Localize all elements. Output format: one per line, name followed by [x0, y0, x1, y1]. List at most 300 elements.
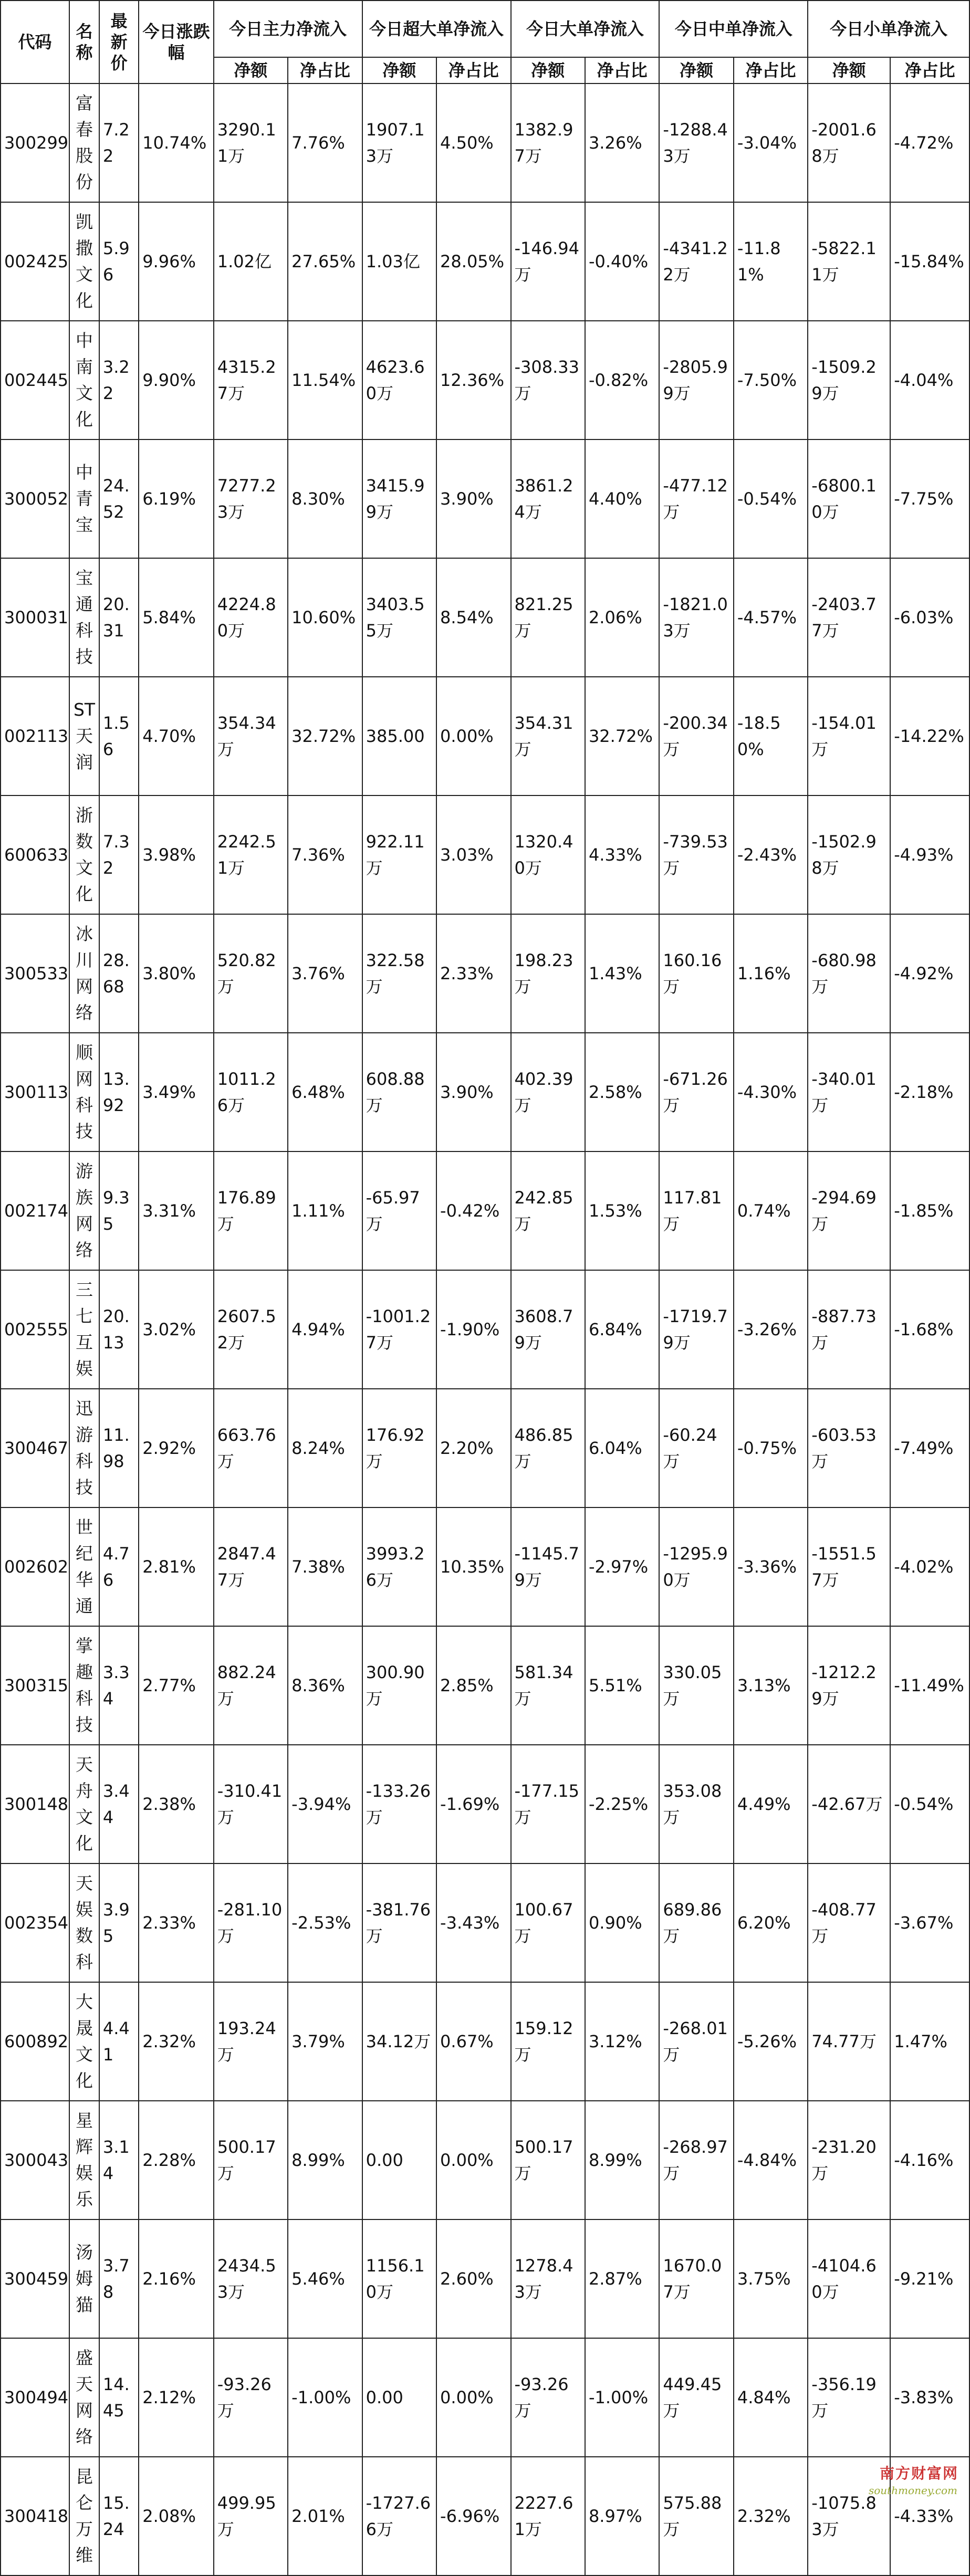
- cell-xlarge-ratio: -3.43%: [436, 1863, 510, 1982]
- cell-small-ratio: -0.54%: [890, 1745, 969, 1863]
- cell-name: 中南文化: [69, 321, 99, 439]
- cell-xlarge-ratio: 4.50%: [436, 83, 510, 202]
- cell-small-amount: -1075.83万: [808, 2457, 890, 2575]
- cell-xlarge-ratio: -6.96%: [436, 2457, 510, 2575]
- cell-large-amount: -146.94万: [511, 202, 585, 321]
- cell-xlarge-ratio: 8.54%: [436, 558, 510, 677]
- cell-large-amount: 2227.61万: [511, 2457, 585, 2575]
- cell-large-ratio: 1.53%: [585, 1151, 659, 1270]
- cell-medium-ratio: -4.57%: [734, 558, 808, 677]
- cell-price: 14.45: [99, 2338, 139, 2457]
- table-row: [1, 677, 969, 795]
- cell-name: ST天润: [69, 677, 99, 795]
- cell-main-ratio: 8.24%: [288, 1389, 362, 1507]
- cell-name: 中青宝: [69, 439, 99, 558]
- cell-large-ratio: -0.40%: [585, 202, 659, 321]
- cell-small-ratio: -9.21%: [890, 2219, 969, 2338]
- cell-xlarge-amount: 0.00: [362, 2338, 436, 2457]
- cell-medium-amount: 117.81万: [659, 1151, 733, 1270]
- cell-price: 20.13: [99, 1270, 139, 1389]
- cell-xlarge-amount: 1907.13万: [362, 83, 436, 202]
- cell-code: 002602: [1, 1507, 69, 1626]
- cell-main-ratio: 8.30%: [288, 439, 362, 558]
- table-row: [1, 1389, 969, 1507]
- cell-medium-ratio: -0.75%: [734, 1389, 808, 1507]
- cell-change: 2.28%: [139, 2101, 213, 2219]
- cell-name: 天娱数科: [69, 1863, 99, 1982]
- cell-change: 3.80%: [139, 914, 213, 1033]
- table-row: [1, 1507, 969, 1626]
- subheader-main-amount: 净额: [214, 57, 288, 83]
- cell-change: 3.49%: [139, 1033, 213, 1151]
- cell-small-amount: -154.01万: [808, 677, 890, 795]
- cell-small-ratio: -6.03%: [890, 558, 969, 677]
- cell-medium-amount: -268.01万: [659, 1982, 733, 2101]
- watermark-url: southmoney.com: [868, 2484, 957, 2497]
- cell-large-ratio: 2.58%: [585, 1033, 659, 1151]
- table-row: [1, 202, 969, 321]
- cell-code: 002425: [1, 202, 69, 321]
- header-code: 代码: [1, 1, 69, 83]
- cell-medium-amount: 330.05万: [659, 1626, 733, 1745]
- cell-large-ratio: 8.99%: [585, 2101, 659, 2219]
- cell-large-ratio: 3.12%: [585, 1982, 659, 2101]
- cell-large-amount: 198.23万: [511, 914, 585, 1033]
- cell-medium-amount: 449.45万: [659, 2338, 733, 2457]
- cell-xlarge-amount: -1001.27万: [362, 1270, 436, 1389]
- cell-name: 三七互娱: [69, 1270, 99, 1389]
- cell-medium-amount: -60.24万: [659, 1389, 733, 1507]
- cell-large-amount: -93.26万: [511, 2338, 585, 2457]
- cell-main-amount: 4315.27万: [214, 321, 288, 439]
- cell-medium-ratio: -2.43%: [734, 795, 808, 914]
- cell-name: 游族网络: [69, 1151, 99, 1270]
- cell-xlarge-amount: -133.26万: [362, 1745, 436, 1863]
- cell-small-amount: -680.98万: [808, 914, 890, 1033]
- table-row: [1, 2219, 969, 2338]
- cell-main-amount: 2434.53万: [214, 2219, 288, 2338]
- cell-change: 9.90%: [139, 321, 213, 439]
- cell-code: 300043: [1, 2101, 69, 2219]
- cell-xlarge-ratio: 2.20%: [436, 1389, 510, 1507]
- watermark: [833, 2465, 965, 2502]
- cell-large-amount: 100.67万: [511, 1863, 585, 1982]
- cell-price: 3.78: [99, 2219, 139, 2338]
- table-row: [1, 558, 969, 677]
- cell-medium-amount: 575.88万: [659, 2457, 733, 2575]
- cell-main-amount: 4224.80万: [214, 558, 288, 677]
- cell-change: 2.32%: [139, 1982, 213, 2101]
- cell-small-amount: -1551.57万: [808, 1507, 890, 1626]
- cell-large-amount: 500.17万: [511, 2101, 585, 2219]
- cell-code: 600892: [1, 1982, 69, 2101]
- cell-small-amount: -2403.77万: [808, 558, 890, 677]
- subheader-xlarge-amount: 净额: [362, 57, 436, 83]
- cell-price: 11.98: [99, 1389, 139, 1507]
- header-name: 名称: [69, 1, 99, 83]
- cell-name: 星辉娱乐: [69, 2101, 99, 2219]
- table-row: [1, 1982, 969, 2101]
- subheader-small-ratio: 净占比: [890, 57, 969, 83]
- cell-small-ratio: -7.75%: [890, 439, 969, 558]
- cell-medium-amount: 689.86万: [659, 1863, 733, 1982]
- cell-small-amount: -6800.10万: [808, 439, 890, 558]
- cell-xlarge-amount: 1156.10万: [362, 2219, 436, 2338]
- cell-change: 2.16%: [139, 2219, 213, 2338]
- cell-xlarge-ratio: 2.85%: [436, 1626, 510, 1745]
- cell-medium-ratio: 6.20%: [734, 1863, 808, 1982]
- table-row: [1, 2101, 969, 2219]
- cell-small-ratio: -7.49%: [890, 1389, 969, 1507]
- cell-large-amount: 1382.97万: [511, 83, 585, 202]
- cell-xlarge-ratio: 28.05%: [436, 202, 510, 321]
- cell-xlarge-amount: 3415.99万: [362, 439, 436, 558]
- subheader-small-amount: 净额: [808, 57, 890, 83]
- cell-xlarge-ratio: 3.90%: [436, 1033, 510, 1151]
- cell-code: 300467: [1, 1389, 69, 1507]
- cell-small-amount: 74.77万: [808, 1982, 890, 2101]
- cell-small-ratio: -4.72%: [890, 83, 969, 202]
- table-row: [1, 1270, 969, 1389]
- cell-change: 2.81%: [139, 1507, 213, 1626]
- cell-name: 富春股份: [69, 83, 99, 202]
- cell-main-amount: 500.17万: [214, 2101, 288, 2219]
- cell-large-amount: 3608.79万: [511, 1270, 585, 1389]
- cell-code: 600633: [1, 795, 69, 914]
- cell-price: 1.56: [99, 677, 139, 795]
- cell-small-amount: -231.20万: [808, 2101, 890, 2219]
- cell-small-ratio: -4.93%: [890, 795, 969, 914]
- cell-medium-ratio: -7.50%: [734, 321, 808, 439]
- header-medium-inflow: 今日中单净流入: [659, 1, 808, 57]
- cell-xlarge-ratio: 12.36%: [436, 321, 510, 439]
- cell-code: 300315: [1, 1626, 69, 1745]
- cell-small-amount: -408.77万: [808, 1863, 890, 1982]
- cell-xlarge-amount: 4623.60万: [362, 321, 436, 439]
- cell-xlarge-amount: 608.88万: [362, 1033, 436, 1151]
- cell-medium-ratio: 1.16%: [734, 914, 808, 1033]
- cell-medium-ratio: -3.04%: [734, 83, 808, 202]
- cell-large-ratio: 2.87%: [585, 2219, 659, 2338]
- cell-medium-amount: -4341.22万: [659, 202, 733, 321]
- cell-code: 300459: [1, 2219, 69, 2338]
- cell-change: 9.96%: [139, 202, 213, 321]
- cell-xlarge-ratio: 3.90%: [436, 439, 510, 558]
- cell-large-amount: -177.15万: [511, 1745, 585, 1863]
- table-row: [1, 1863, 969, 1982]
- cell-code: 300299: [1, 83, 69, 202]
- cell-change: 2.77%: [139, 1626, 213, 1745]
- cell-xlarge-ratio: 0.00%: [436, 677, 510, 795]
- cell-change: 10.74%: [139, 83, 213, 202]
- cell-medium-ratio: -3.26%: [734, 1270, 808, 1389]
- cell-price: 3.34: [99, 1626, 139, 1745]
- cell-large-amount: 402.39万: [511, 1033, 585, 1151]
- cell-price: 3.95: [99, 1863, 139, 1982]
- cell-main-amount: 2847.47万: [214, 1507, 288, 1626]
- cell-small-ratio: -4.33%: [890, 2457, 969, 2575]
- cell-large-amount: 3861.24万: [511, 439, 585, 558]
- header-small-inflow: 今日小单净流入: [808, 1, 969, 57]
- cell-main-amount: 1011.26万: [214, 1033, 288, 1151]
- cell-medium-amount: -268.97万: [659, 2101, 733, 2219]
- cell-main-amount: 499.95万: [214, 2457, 288, 2575]
- cell-main-amount: 3290.11万: [214, 83, 288, 202]
- cell-large-ratio: 8.97%: [585, 2457, 659, 2575]
- table-row: [1, 83, 969, 202]
- cell-medium-ratio: -4.30%: [734, 1033, 808, 1151]
- cell-price: 3.44: [99, 1745, 139, 1863]
- cell-xlarge-ratio: 0.00%: [436, 2101, 510, 2219]
- cell-code: 002555: [1, 1270, 69, 1389]
- cell-price: 28.68: [99, 914, 139, 1033]
- cell-medium-ratio: -4.84%: [734, 2101, 808, 2219]
- cell-name: 掌趣科技: [69, 1626, 99, 1745]
- cell-name: 汤姆猫: [69, 2219, 99, 2338]
- cell-main-amount: -310.41万: [214, 1745, 288, 1863]
- cell-price: 5.96: [99, 202, 139, 321]
- cell-xlarge-amount: -65.97万: [362, 1151, 436, 1270]
- cell-name: 昆仑万维: [69, 2457, 99, 2575]
- cell-medium-amount: -1821.03万: [659, 558, 733, 677]
- cell-medium-amount: -1719.79万: [659, 1270, 733, 1389]
- cell-large-ratio: 0.90%: [585, 1863, 659, 1982]
- cell-small-ratio: 1.47%: [890, 1982, 969, 2101]
- cell-main-ratio: 11.54%: [288, 321, 362, 439]
- cell-large-ratio: 4.40%: [585, 439, 659, 558]
- cell-name: 凯撒文化: [69, 202, 99, 321]
- cell-main-ratio: 1.11%: [288, 1151, 362, 1270]
- cell-medium-ratio: -18.50%: [734, 677, 808, 795]
- cell-xlarge-amount: 385.00: [362, 677, 436, 795]
- cell-price: 3.22: [99, 321, 139, 439]
- cell-price: 15.24: [99, 2457, 139, 2575]
- cell-xlarge-amount: 34.12万: [362, 1982, 436, 2101]
- cell-small-ratio: -4.16%: [890, 2101, 969, 2219]
- cell-small-ratio: -14.22%: [890, 677, 969, 795]
- table-row: [1, 1626, 969, 1745]
- cell-name: 大晟文化: [69, 1982, 99, 2101]
- cell-price: 24.52: [99, 439, 139, 558]
- cell-xlarge-ratio: -1.90%: [436, 1270, 510, 1389]
- cell-main-ratio: -3.94%: [288, 1745, 362, 1863]
- cell-price: 4.76: [99, 1507, 139, 1626]
- cell-code: 002113: [1, 677, 69, 795]
- cell-large-ratio: 32.72%: [585, 677, 659, 795]
- cell-main-ratio: 32.72%: [288, 677, 362, 795]
- cell-price: 7.22: [99, 83, 139, 202]
- cell-medium-ratio: 3.75%: [734, 2219, 808, 2338]
- cell-xlarge-amount: 176.92万: [362, 1389, 436, 1507]
- cell-price: 13.92: [99, 1033, 139, 1151]
- cell-large-ratio: 4.33%: [585, 795, 659, 914]
- cell-large-amount: 1278.43万: [511, 2219, 585, 2338]
- cell-main-amount: 176.89万: [214, 1151, 288, 1270]
- cell-change: 2.33%: [139, 1863, 213, 1982]
- cell-small-ratio: -3.67%: [890, 1863, 969, 1982]
- cell-large-amount: 159.12万: [511, 1982, 585, 2101]
- cell-xlarge-amount: 322.58万: [362, 914, 436, 1033]
- cell-name: 迅游科技: [69, 1389, 99, 1507]
- cell-code: 300113: [1, 1033, 69, 1151]
- cell-xlarge-ratio: -1.69%: [436, 1745, 510, 1863]
- cell-small-amount: -1212.29万: [808, 1626, 890, 1745]
- cell-name: 宝通科技: [69, 558, 99, 677]
- cell-large-amount: -1145.79万: [511, 1507, 585, 1626]
- cell-xlarge-ratio: 0.67%: [436, 1982, 510, 2101]
- cell-main-ratio: 27.65%: [288, 202, 362, 321]
- cell-price: 4.41: [99, 1982, 139, 2101]
- cell-medium-ratio: -5.26%: [734, 1982, 808, 2101]
- cell-small-ratio: -4.04%: [890, 321, 969, 439]
- table-row: [1, 1745, 969, 1863]
- cell-code: 300148: [1, 1745, 69, 1863]
- cell-change: 3.02%: [139, 1270, 213, 1389]
- cell-code: 002174: [1, 1151, 69, 1270]
- subheader-xlarge-ratio: 净占比: [436, 57, 510, 83]
- cell-medium-amount: -477.12万: [659, 439, 733, 558]
- cell-small-ratio: -15.84%: [890, 202, 969, 321]
- cell-main-amount: -281.10万: [214, 1863, 288, 1982]
- cell-xlarge-amount: 922.11万: [362, 795, 436, 914]
- cell-small-amount: -5822.11万: [808, 202, 890, 321]
- cell-xlarge-ratio: 3.03%: [436, 795, 510, 914]
- table-row: [1, 2457, 969, 2575]
- cell-name: 世纪华通: [69, 1507, 99, 1626]
- cell-small-amount: -294.69万: [808, 1151, 890, 1270]
- cell-main-ratio: 3.76%: [288, 914, 362, 1033]
- header-main-inflow: 今日主力净流入: [214, 1, 362, 57]
- cell-xlarge-amount: 0.00: [362, 2101, 436, 2219]
- cell-xlarge-ratio: -0.42%: [436, 1151, 510, 1270]
- header-large-inflow: 今日大单净流入: [511, 1, 660, 57]
- cell-large-amount: 354.31万: [511, 677, 585, 795]
- cell-xlarge-ratio: 2.33%: [436, 914, 510, 1033]
- cell-change: 2.38%: [139, 1745, 213, 1863]
- cell-change: 6.19%: [139, 439, 213, 558]
- cell-large-ratio: -0.82%: [585, 321, 659, 439]
- cell-medium-ratio: 4.84%: [734, 2338, 808, 2457]
- cell-code: 300494: [1, 2338, 69, 2457]
- cell-small-amount: -356.19万: [808, 2338, 890, 2457]
- cell-large-amount: -308.33万: [511, 321, 585, 439]
- cell-medium-amount: -2805.99万: [659, 321, 733, 439]
- cell-main-amount: -93.26万: [214, 2338, 288, 2457]
- cell-main-amount: 354.34万: [214, 677, 288, 795]
- header-change: 今日涨跌幅: [139, 1, 213, 83]
- cell-medium-amount: -1288.43万: [659, 83, 733, 202]
- cell-main-ratio: 7.76%: [288, 83, 362, 202]
- cell-main-ratio: 8.36%: [288, 1626, 362, 1745]
- cell-xlarge-ratio: 10.35%: [436, 1507, 510, 1626]
- cell-large-ratio: -1.00%: [585, 2338, 659, 2457]
- cell-change: 2.08%: [139, 2457, 213, 2575]
- cell-medium-amount: -671.26万: [659, 1033, 733, 1151]
- cell-xlarge-amount: -381.76万: [362, 1863, 436, 1982]
- cell-small-amount: -1509.29万: [808, 321, 890, 439]
- cell-name: 盛天网络: [69, 2338, 99, 2457]
- cell-small-amount: -887.73万: [808, 1270, 890, 1389]
- cell-medium-ratio: -0.54%: [734, 439, 808, 558]
- header-price: 最新价: [99, 1, 139, 83]
- subheader-medium-ratio: 净占比: [734, 57, 808, 83]
- cell-change: 2.92%: [139, 1389, 213, 1507]
- cell-xlarge-amount: -1727.66万: [362, 2457, 436, 2575]
- table-row: [1, 795, 969, 914]
- cell-code: 300052: [1, 439, 69, 558]
- cell-large-amount: 581.34万: [511, 1626, 585, 1745]
- header-xlarge-inflow: 今日超大单净流入: [362, 1, 511, 57]
- cell-price: 3.14: [99, 2101, 139, 2219]
- cell-xlarge-amount: 300.90万: [362, 1626, 436, 1745]
- cell-medium-ratio: 4.49%: [734, 1745, 808, 1863]
- cell-main-amount: 2607.52万: [214, 1270, 288, 1389]
- cell-large-ratio: 1.43%: [585, 914, 659, 1033]
- cell-name: 天舟文化: [69, 1745, 99, 1863]
- cell-main-amount: 193.24万: [214, 1982, 288, 2101]
- cell-large-amount: 242.85万: [511, 1151, 585, 1270]
- cell-large-ratio: 6.04%: [585, 1389, 659, 1507]
- cell-change: 4.70%: [139, 677, 213, 795]
- cell-small-amount: -4104.60万: [808, 2219, 890, 2338]
- table-row: [1, 914, 969, 1033]
- cell-small-ratio: -1.85%: [890, 1151, 969, 1270]
- cell-medium-amount: -200.34万: [659, 677, 733, 795]
- cell-code: 300418: [1, 2457, 69, 2575]
- cell-small-ratio: -2.18%: [890, 1033, 969, 1151]
- cell-code: 002354: [1, 1863, 69, 1982]
- table-body: [1, 83, 969, 2575]
- cell-main-amount: 520.82万: [214, 914, 288, 1033]
- cell-xlarge-ratio: 2.60%: [436, 2219, 510, 2338]
- cell-main-ratio: -2.53%: [288, 1863, 362, 1982]
- cell-medium-ratio: 2.32%: [734, 2457, 808, 2575]
- cell-xlarge-amount: 3403.55万: [362, 558, 436, 677]
- subheader-medium-amount: 净额: [659, 57, 733, 83]
- cell-price: 7.32: [99, 795, 139, 914]
- cell-large-ratio: -2.97%: [585, 1507, 659, 1626]
- cell-medium-amount: 160.16万: [659, 914, 733, 1033]
- cell-main-amount: 1.02亿: [214, 202, 288, 321]
- cell-main-ratio: 7.38%: [288, 1507, 362, 1626]
- cell-small-ratio: -11.49%: [890, 1626, 969, 1745]
- cell-change: 2.12%: [139, 2338, 213, 2457]
- table-row: [1, 1151, 969, 1270]
- cell-large-amount: 1320.40万: [511, 795, 585, 914]
- cell-main-amount: 2242.51万: [214, 795, 288, 914]
- watermark-name: 南方财富网: [879, 2465, 958, 2482]
- cell-main-amount: 663.76万: [214, 1389, 288, 1507]
- cell-main-ratio: 10.60%: [288, 558, 362, 677]
- cell-main-ratio: -1.00%: [288, 2338, 362, 2457]
- cell-main-ratio: 2.01%: [288, 2457, 362, 2575]
- cell-small-ratio: -4.92%: [890, 914, 969, 1033]
- cell-price: 20.31: [99, 558, 139, 677]
- cell-medium-ratio: 0.74%: [734, 1151, 808, 1270]
- cell-large-ratio: 6.84%: [585, 1270, 659, 1389]
- cell-code: 002445: [1, 321, 69, 439]
- cell-small-amount: -2001.68万: [808, 83, 890, 202]
- cell-large-ratio: 2.06%: [585, 558, 659, 677]
- cell-large-amount: 486.85万: [511, 1389, 585, 1507]
- cell-main-amount: 7277.23万: [214, 439, 288, 558]
- table-row: [1, 2338, 969, 2457]
- cell-large-ratio: 3.26%: [585, 83, 659, 202]
- cell-large-ratio: 5.51%: [585, 1626, 659, 1745]
- cell-change: 3.31%: [139, 1151, 213, 1270]
- cell-small-amount: -42.67万: [808, 1745, 890, 1863]
- cell-small-ratio: -1.68%: [890, 1270, 969, 1389]
